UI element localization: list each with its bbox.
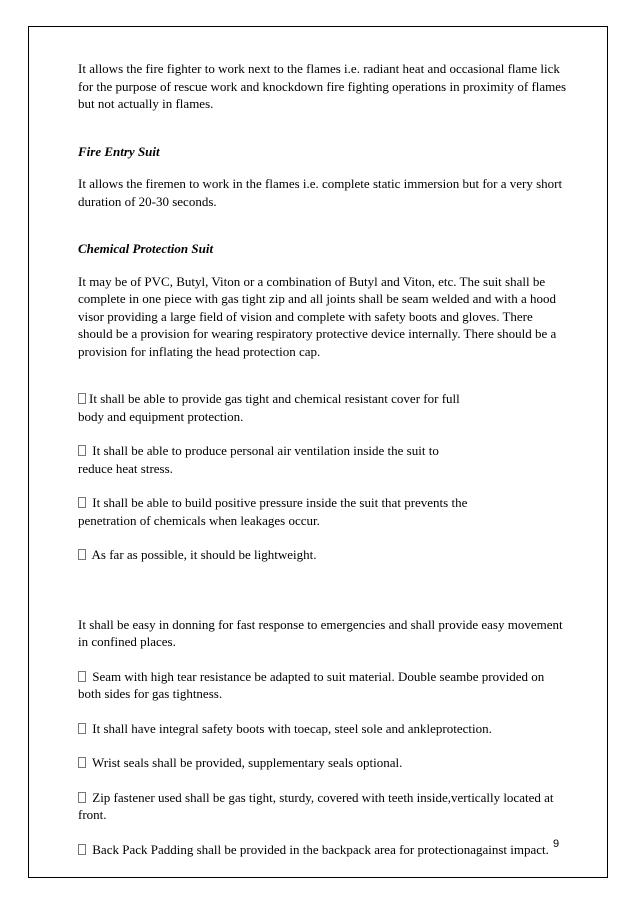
paragraph-fire-entry-suit: It allows the firemen to work in the flames i.e. complete static immersion but for a very short duration of 20-30 seconds. bbox=[78, 176, 563, 209]
heading-chemical-protection-suit: Chemical Protection Suit bbox=[78, 241, 214, 256]
heading-fire-entry-suit: Fire Entry Suit bbox=[78, 143, 160, 159]
list-item-text: It shall be able to build positive pressure inside the suit that prevents the bbox=[89, 495, 468, 510]
list-item-text: Zip fastener used shall be gas tight, sturdy, covered with teeth inside,vertically located at bbox=[89, 789, 554, 805]
paragraph-donning: It shall be easy in donning for fast response to emergencies and shall provide easy movement in confined places. bbox=[78, 616, 563, 649]
list-item bbox=[78, 841, 568, 859]
list-item-text: Back Pack Padding shall be provided in the backpack area for protectionagainst impact. bbox=[89, 841, 549, 857]
list-item-text-cont: reduce heat stress. bbox=[78, 460, 173, 476]
list-item bbox=[78, 668, 568, 703]
list-item-text: Wrist seals shall be provided, supplementary seals optional. bbox=[89, 755, 403, 770]
list-item bbox=[78, 390, 568, 425]
list-item bbox=[78, 720, 568, 738]
bullet-list-requirements bbox=[78, 390, 568, 564]
bullet-box-icon bbox=[78, 757, 86, 768]
list-item-text: It shall be able to provide gas tight and chemical resistant cover for full bbox=[89, 391, 460, 406]
list-item-text-cont: penetration of chemicals when leakages occur. bbox=[78, 512, 320, 528]
bullet-box-icon bbox=[78, 393, 86, 404]
list-item-text-cont: front. bbox=[78, 807, 107, 822]
list-item bbox=[78, 789, 568, 824]
bullet-list-construction bbox=[78, 668, 568, 859]
list-item-text-cont: both sides for gas tightness. bbox=[78, 686, 223, 701]
list-item-text-cont: body and equipment protection. bbox=[78, 408, 244, 424]
list-item bbox=[78, 494, 568, 529]
list-item bbox=[78, 442, 568, 477]
list-item-text: It shall have integral safety boots with toecap, steel sole and ankleprotection. bbox=[89, 720, 492, 736]
bullet-box-icon bbox=[78, 723, 86, 734]
bullet-box-icon bbox=[78, 445, 86, 456]
bullet-box-icon bbox=[78, 844, 86, 855]
page-number: 9 bbox=[553, 838, 560, 850]
list-item-text: As far as possible, it should be lightweight. bbox=[89, 547, 317, 562]
list-item-text: Seam with high tear resistance be adapted to suit material. Double seambe provided on bbox=[89, 668, 545, 684]
paragraph-proximity-suit: It allows the fire fighter to work next to the flames i.e. radiant heat and occasional flame lick for the purpose of rescue work and knockdown fire fighting operations in proximity of flames but not actually in flames. bbox=[78, 61, 567, 111]
bullet-box-icon bbox=[78, 497, 86, 508]
document-body bbox=[78, 60, 568, 858]
list-item bbox=[78, 754, 568, 772]
bullet-box-icon bbox=[78, 671, 86, 682]
paragraph-chemical-protection-suit: It may be of PVC, Butyl, Viton or a combination of Butyl and Viton, etc. The suit shall be complete in one piece with gas tight zip and all joints shall be seam welded and with a hood visor providing a large field of vision and complete with safety boots and gloves. There should be a provision for wearing respiratory protective device internally. There should be a provision for inflating the head protection cap. bbox=[78, 273, 557, 359]
bullet-box-icon bbox=[78, 549, 86, 560]
list-item-text: It shall be able to produce personal air ventilation inside the suit to bbox=[89, 443, 439, 458]
list-item bbox=[78, 546, 568, 564]
bullet-box-icon bbox=[78, 792, 86, 803]
